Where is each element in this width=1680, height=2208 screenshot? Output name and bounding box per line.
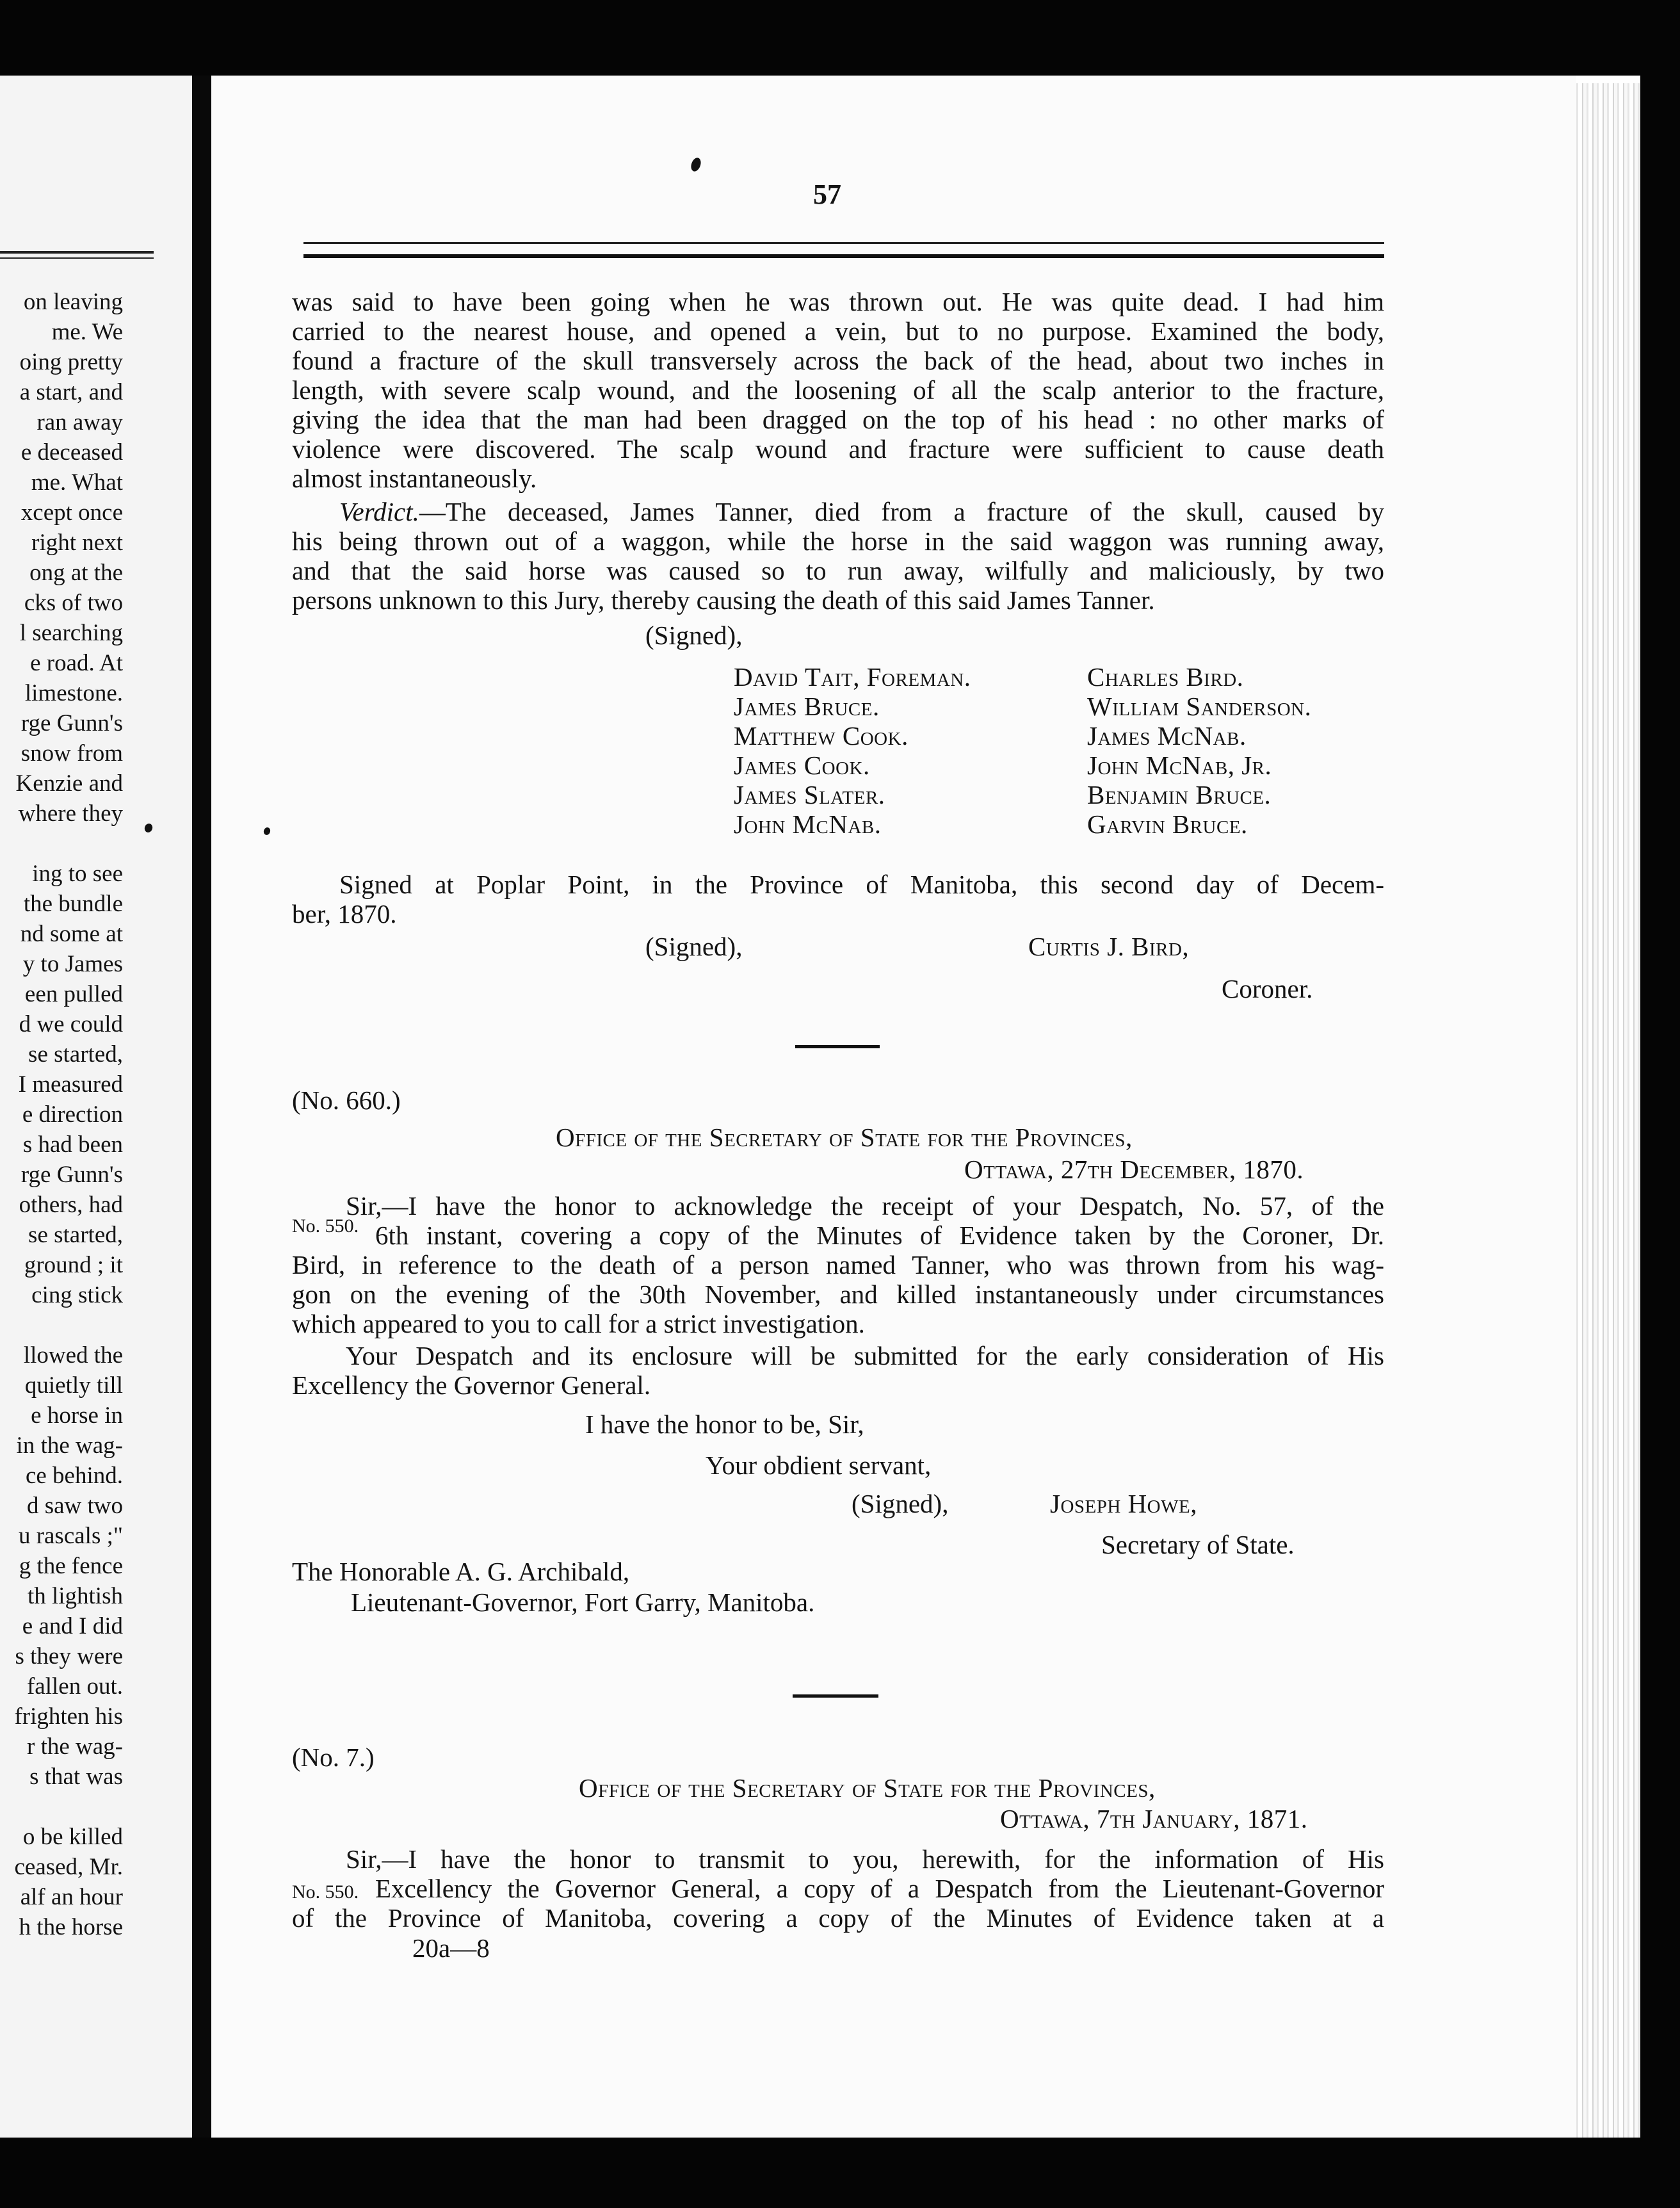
text-line: persons unknown to this Jury, thereby causing the death of this said James Tanner.	[292, 585, 1155, 615]
left-page-fragment-line: a start, and	[19, 379, 123, 405]
juror-name: James Cook.	[734, 751, 870, 780]
jury-signed-label: (Signed),	[645, 621, 743, 650]
letter-660-servant: Your obdient servant,	[706, 1450, 932, 1480]
left-page-fragment-line: I measured	[18, 1071, 123, 1098]
text-line: Signed at Poplar Point, in the Province of Manitoba, this second day of Decem-	[339, 870, 1384, 899]
text-line: giving the idea that the man had been dragged on the top of his head : no other marks of	[292, 405, 1384, 434]
left-page-fragment-line: rge Gunn's	[20, 1162, 123, 1188]
juror-name: Matthew Cook.	[734, 721, 909, 751]
letter-660-addressee-line1: The Honorable A. G. Archibald,	[292, 1557, 630, 1586]
left-page-fragment-line: ce behind.	[25, 1463, 123, 1489]
text-line: violence were discovered. The scalp wound and fracture were sufficient to cause death	[292, 434, 1384, 464]
left-page-fragment-line: d we could	[19, 1011, 123, 1037]
left-page-fragment-line	[0, 829, 192, 859]
text-line: carried to the nearest house, and opened a vein, but to no purpose. Examined the body,	[292, 316, 1384, 346]
section-divider	[795, 1045, 880, 1048]
left-page-fragment-line: others, had	[19, 1192, 123, 1218]
jury-left-column	[734, 662, 971, 839]
left-page-fragment-line: y to James	[22, 951, 123, 977]
left-page-rule	[0, 251, 154, 259]
text-line: and that the said horse was caused so to run away, wilfully and maliciously, by two	[292, 556, 1384, 585]
left-page-fragment-line: where they	[18, 800, 123, 827]
letter-660-body	[292, 1191, 1384, 1338]
left-page-fragment-line: h the horse	[19, 1914, 123, 1940]
letter-660-margin-reference: No. 550.	[292, 1215, 359, 1237]
text-line: Your Despatch and its enclosure will be submitted for the early consideration of His	[346, 1341, 1384, 1370]
left-page-fragment-line: th lightish	[27, 1583, 123, 1609]
left-page-text-fragments	[0, 287, 192, 1942]
left-page-fragment-line: snow from	[20, 740, 123, 767]
left-page-fragment-line: g the fence	[19, 1553, 123, 1579]
printer-signature-mark: 20a—8	[412, 1933, 490, 1963]
left-page-fragment-line: cks of two	[24, 590, 123, 616]
left-page-fragment-line: u rascals ;"	[18, 1523, 123, 1549]
testimony-paragraph	[292, 287, 1384, 493]
letter-660-signed-label: (Signed),	[852, 1489, 949, 1518]
left-page-fragment-line: s that was	[29, 1764, 123, 1790]
juror-name: David Tait, Foreman.	[734, 662, 971, 692]
text-line: his being thrown out of a waggon, while the horse in the said waggon was running away,	[292, 526, 1384, 556]
juror-name: James McNab.	[1087, 721, 1247, 751]
coroner-name: Curtis J. Bird,	[1028, 932, 1190, 961]
left-page-fragment-line: in the wag-	[16, 1433, 123, 1459]
letter-660-addressee-line2: Lieutenant-Governor, Fort Garry, Manitoba.	[351, 1587, 815, 1617]
page-edges	[1576, 83, 1640, 2138]
letter-660-closing: I have the honor to be, Sir,	[585, 1409, 864, 1439]
letter-660-place-date: Ottawa, 27th December, 1870.	[964, 1155, 1304, 1184]
letter-7-number: (No. 7.)	[292, 1742, 375, 1772]
text-line: gon on the evening of the 30th November, and killed instantaneously under circumstances	[292, 1279, 1384, 1309]
page-number: 57	[813, 179, 841, 210]
text-line: length, with severe scalp wound, and the loosening of all the scalp anterior to the fracture,	[292, 375, 1384, 405]
left-page-fragment-line	[0, 1792, 192, 1822]
left-page-fragment-line: ground ; it	[24, 1252, 123, 1278]
left-page-fragment-line: e deceased	[20, 439, 123, 466]
letter-7-place-date: Ottawa, 7th January, 1871.	[1000, 1804, 1308, 1833]
left-page-fragment-line: right next	[31, 530, 123, 556]
juror-name: John McNab, Jr.	[1087, 751, 1272, 780]
text-line: 6th instant, covering a copy of the Minutes of Evidence taken by the Coroner, Dr.	[375, 1221, 1384, 1250]
left-page-fragment-line: l searching	[19, 620, 123, 646]
left-page-fragment-line: me. What	[31, 469, 123, 496]
left-page-fragment-line: een pulled	[24, 981, 123, 1007]
left-page-fragment-line: e direction	[22, 1101, 123, 1128]
left-page-fragment-line: llowed the	[23, 1342, 123, 1368]
left-page-fragment-line: oing pretty	[19, 349, 123, 375]
juror-name: Charles Bird.	[1087, 662, 1244, 692]
letter-660-office: Office of the Secretary of State for the Provinces,	[556, 1123, 1133, 1152]
left-page-fragment-line: ong at the	[29, 560, 123, 586]
coroner-title: Coroner.	[1222, 974, 1313, 1003]
left-page-fragment-line: nd some at	[20, 921, 123, 947]
left-page-fragment-line: o be killed	[22, 1824, 123, 1850]
text-line: ber, 1870.	[292, 899, 397, 929]
scan-border-top	[0, 0, 1680, 76]
left-page-fragment-line: fallen out.	[26, 1673, 123, 1700]
left-page-fragment-line: e road. At	[30, 650, 123, 676]
header-double-rule	[303, 242, 1384, 258]
letter-660-signer: Joseph Howe,	[1050, 1489, 1197, 1518]
letter-660-signer-title: Secretary of State.	[1101, 1530, 1295, 1559]
juror-name: John McNab.	[734, 809, 882, 839]
coroner-signed-label: (Signed),	[645, 932, 743, 961]
left-page-fragment-line: s they were	[15, 1643, 123, 1669]
juror-name: James Slater.	[734, 780, 885, 809]
left-page-fragment-line: quietly till	[24, 1372, 123, 1399]
left-page-fragment-line: on leaving	[23, 289, 123, 315]
juror-name: Garvin Bruce.	[1087, 809, 1248, 839]
letter-7-body	[292, 1844, 1384, 1933]
left-page-fragment-line: me. We	[51, 319, 123, 345]
left-page-fragment-line	[0, 1310, 192, 1340]
left-page-fragment-line: se started,	[28, 1041, 123, 1067]
left-page-fragment-line: s had been	[22, 1132, 123, 1158]
left-page-fragment-line: e horse in	[31, 1402, 123, 1429]
juror-name: William Sanderson.	[1087, 692, 1312, 721]
text-line: Sir,—I have the honor to acknowledge the receipt of your Despatch, No. 57, of the	[346, 1191, 1384, 1221]
verdict-label: Verdict.	[339, 497, 419, 526]
letter-7-office: Office of the Secretary of State for the Provinces,	[579, 1773, 1156, 1803]
letter-660-body-2	[292, 1341, 1384, 1400]
text-line: of the Province of Manitoba, covering a copy of the Minutes of Evidence taken at a	[292, 1903, 1384, 1933]
text-line: Bird, in reference to the death of a person named Tanner, who was thrown from his wag-	[292, 1250, 1384, 1279]
scan-border-bottom	[0, 2138, 1680, 2208]
book-gutter	[192, 76, 211, 2138]
scan-border-right	[1640, 0, 1680, 2208]
juror-name: James Bruce.	[734, 692, 880, 721]
left-page-fragment-line: cing stick	[31, 1282, 123, 1308]
text-line: Excellency the Governor General.	[292, 1370, 651, 1400]
verdict-paragraph	[292, 497, 1384, 615]
left-page-fragment-line: e and I did	[22, 1613, 123, 1639]
left-page-fragment-line: r the wag-	[27, 1733, 123, 1760]
verdict-text: —The deceased, James Tanner, died from a fracture of the skull, caused by	[419, 497, 1384, 526]
text-line: found a fracture of the skull transversely across the back of the head, about two inches in	[292, 346, 1384, 375]
left-page-fragment-line: rge Gunn's	[20, 710, 123, 736]
letter-660-number: (No. 660.)	[292, 1085, 401, 1115]
left-page-fragment-line: xcept once	[20, 499, 123, 526]
left-page-fragment-line: alf an hour	[20, 1884, 123, 1910]
left-page-fragment-line: ran away	[36, 409, 123, 435]
text-line: Sir,—I have the honor to transmit to you, herewith, for the information of His	[346, 1844, 1384, 1874]
text-line: Excellency the Governor General, a copy of a Despatch from the Lieutenant-Governor	[375, 1874, 1384, 1903]
text-line: was said to have been going when he was thrown out. He was quite dead. I had him	[292, 287, 1384, 316]
section-divider	[793, 1694, 878, 1698]
left-page-fragment-line: se started,	[28, 1222, 123, 1248]
left-page-fragment-line: Kenzie and	[15, 770, 123, 797]
left-page-fragment-line: frighten his	[14, 1703, 123, 1730]
juror-name: Benjamin Bruce.	[1087, 780, 1272, 809]
left-page-fragment-line: ing to see	[32, 861, 123, 887]
left-page-fragment-line: d saw two	[26, 1493, 123, 1519]
text-line: which appeared to you to call for a strict investigation.	[292, 1309, 865, 1338]
jury-right-column	[1087, 662, 1311, 839]
letter-7-margin-reference: No. 550.	[292, 1881, 359, 1903]
verdict-first-line	[292, 497, 1384, 526]
left-page-fragment-line: ceased, Mr.	[14, 1854, 123, 1880]
left-page-fragment-line: the bundle	[23, 891, 123, 917]
left-page-fragment-line: limestone.	[24, 680, 123, 706]
text-line: almost instantaneously.	[292, 464, 537, 493]
signing-place-date	[292, 870, 1384, 929]
